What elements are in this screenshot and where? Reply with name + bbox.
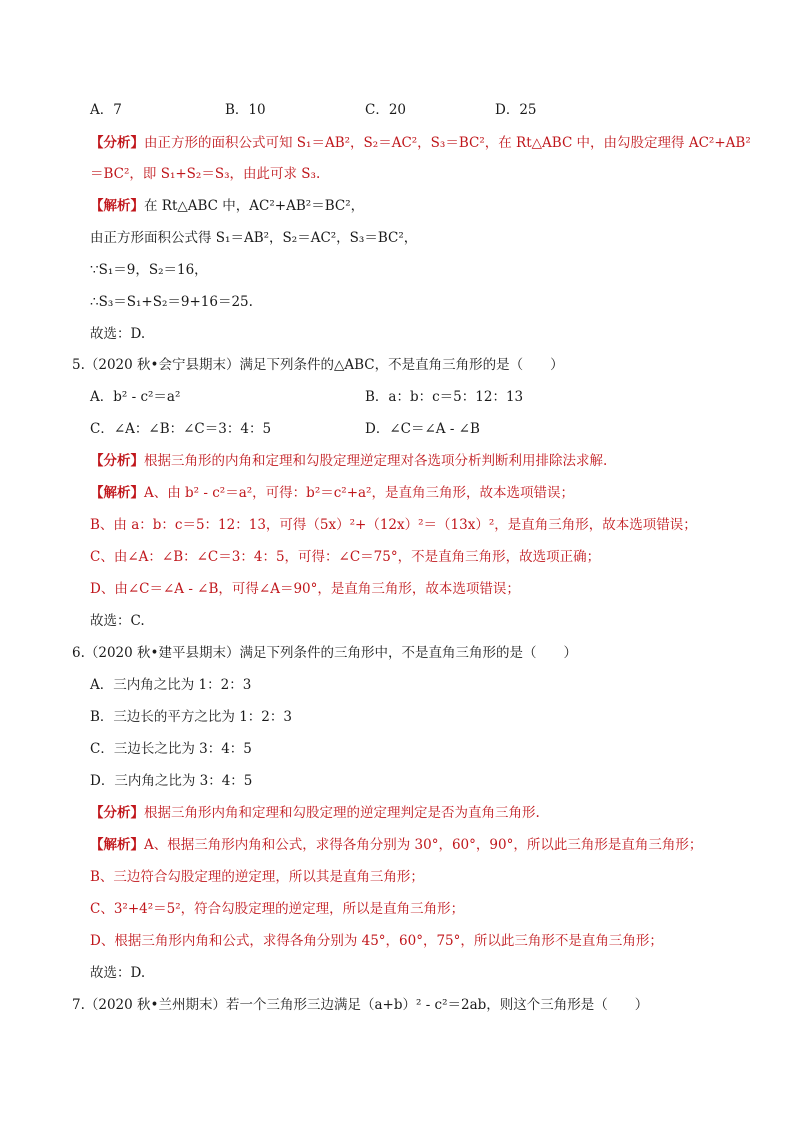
- q6-solution-b: B、三边符合勾股定理的逆定理，所以其是直角三角形；: [90, 869, 424, 885]
- q5-analysis-text: 根据三角形的内角和定理和勾股定理逆定理对各选项分析判断利用排除法求解.: [144, 453, 608, 469]
- q5-stem: 5.（2020 秋•会宁县期末）满足下列条件的△ABC，不是直角三角形的是（ ）: [72, 357, 564, 373]
- solution-tag: 【解析】: [90, 485, 144, 501]
- q6-stem: 6.（2020 秋•建平县期末）满足下列条件的三角形中，不是直角三角形的是（ ）: [72, 645, 577, 661]
- q4-options: [90, 100, 650, 120]
- q4-solution-line-2: 由正方形面积公式得 S₁＝AB²，S₂＝AC²，S₃＝BC²，: [90, 230, 418, 246]
- q5-option-d: D．∠C＝∠A - ∠B: [365, 421, 480, 437]
- q5-solution-a-text: A、由 b² - c²＝a²，可得：b²＝c²+a²，是直角三角形，故本选项错误；: [144, 485, 574, 501]
- q4-solution-text-1: 在 Rt△ABC 中，AC²+AB²＝BC²，: [144, 198, 365, 214]
- q4-option-a: A．7: [90, 102, 122, 118]
- analysis-tag: 【分析】: [90, 805, 144, 821]
- q4-solution-line-3: ∵S₁＝9，S₂＝16，: [90, 262, 208, 278]
- q6-solution-d: D、根据三角形内角和公式，求得各角分别为 45°，60°，75°，所以此三角形不是直角三角形；: [90, 933, 663, 949]
- q4-solution-line-1: [90, 196, 364, 216]
- q5-solution-b: B、由 a：b：c＝5：12：13，可得（5x）²+（12x）²＝（13x）²，是直角三角形，故本选项错误；: [90, 517, 697, 533]
- q6-option-d: D．三内角之比为 3：4：5: [90, 773, 253, 789]
- q5-options-row-2: [90, 419, 690, 439]
- q5-solution-c: C、由∠A：∠B：∠C＝3：4：5，可得：∠C＝75°，不是直角三角形，故选项正确；: [90, 549, 601, 565]
- q6-analysis-text: 根据三角形内角和定理和勾股定理的逆定理判定是否为直角三角形.: [144, 805, 540, 821]
- q5-answer: 故选：C.: [90, 613, 145, 629]
- q6-option-b: B．三边长的平方之比为 1：2：3: [90, 709, 292, 725]
- q5-option-c: C．∠A：∠B：∠C＝3：4：5: [90, 421, 272, 437]
- q4-analysis-line-2: ＝BC²，即 S₁+S₂＝S₃，由此可求 S₃.: [90, 166, 321, 182]
- q6-answer: 故选：D.: [90, 965, 146, 981]
- q5-solution-a: [90, 483, 574, 503]
- q6-solution-a-text: A、根据三角形内角和公式，求得各角分别为 30°，60°，90°，所以此三角形是直角三角形；: [144, 837, 703, 853]
- q5-option-a: A．b² - c²＝a²: [90, 389, 181, 405]
- q6-option-a: A．三内角之比为 1：2：3: [90, 677, 252, 693]
- q6-solution-c: C、3²+4²＝5²，符合勾股定理的逆定理，所以是直角三角形；: [90, 901, 465, 917]
- q4-analysis-text-1: 由正方形的面积公式可知 S₁＝AB²，S₂＝AC²，S₃＝BC²，在 Rt△ABC 中，由勾股定理得 AC²+AB²: [144, 135, 751, 151]
- q5-options-row-1: [90, 387, 690, 407]
- q6-solution-a: [90, 835, 702, 855]
- analysis-tag: 【分析】: [90, 135, 144, 151]
- solution-tag: 【解析】: [90, 198, 144, 214]
- q6-option-c: C．三边长之比为 3：4：5: [90, 741, 252, 757]
- q5-solution-d: D、由∠C＝∠A - ∠B，可得∠A＝90°，是直角三角形，故本选项错误；: [90, 581, 520, 597]
- q5-option-b: B．a：b：c＝5：12：13: [365, 389, 524, 405]
- q5-analysis: [90, 451, 607, 471]
- q4-option-b: B．10: [225, 102, 266, 118]
- q6-analysis: [90, 803, 540, 823]
- q4-solution-line-4: ∴S₃＝S₁+S₂＝9+16＝25.: [90, 294, 253, 310]
- q7-stem: 7.（2020 秋•兰州期末）若一个三角形三边满足（a+b）² - c²＝2ab，则这个三角形是（ ）: [72, 997, 649, 1013]
- q4-answer: 故选：D.: [90, 326, 146, 342]
- q4-option-d: D．25: [495, 102, 537, 118]
- q4-analysis-line-1: [90, 133, 751, 153]
- solution-tag: 【解析】: [90, 837, 144, 853]
- q4-option-c: C．20: [365, 102, 407, 118]
- analysis-tag: 【分析】: [90, 453, 144, 469]
